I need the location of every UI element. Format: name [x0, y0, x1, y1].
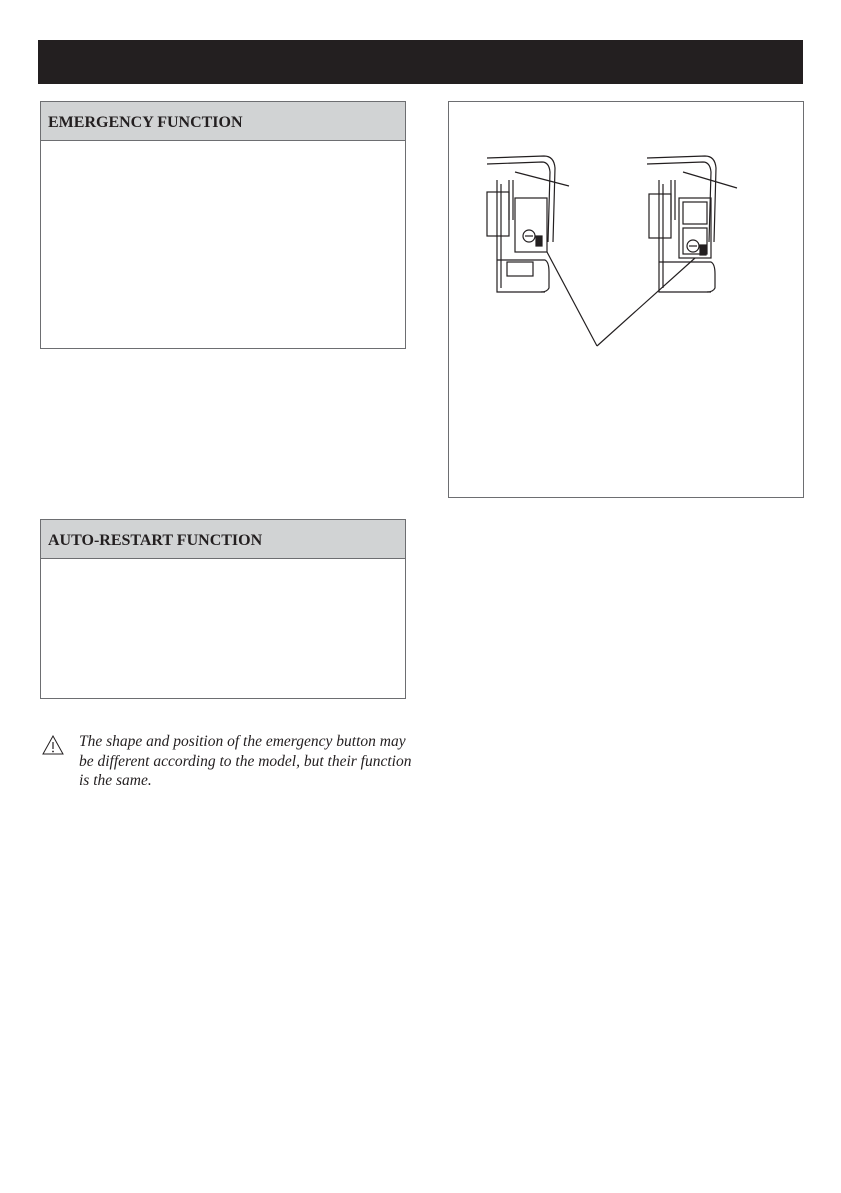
header-bar — [38, 40, 803, 84]
indoor-unit-illustration — [449, 102, 803, 497]
note-text: The shape and position of the emergency button may be different according to the model, but their function is the same. — [79, 733, 412, 789]
emergency-function-box — [40, 101, 406, 349]
auto-restart-function-title: AUTO-RESTART FUNCTION — [41, 520, 405, 559]
warning-triangle-icon — [42, 735, 64, 755]
emergency-function-title: EMERGENCY FUNCTION — [41, 102, 405, 141]
right-unit-drawing — [647, 156, 716, 292]
left-unit-drawing — [487, 156, 555, 292]
auto-restart-function-box — [40, 519, 406, 699]
emergency-button-figure — [448, 101, 804, 498]
